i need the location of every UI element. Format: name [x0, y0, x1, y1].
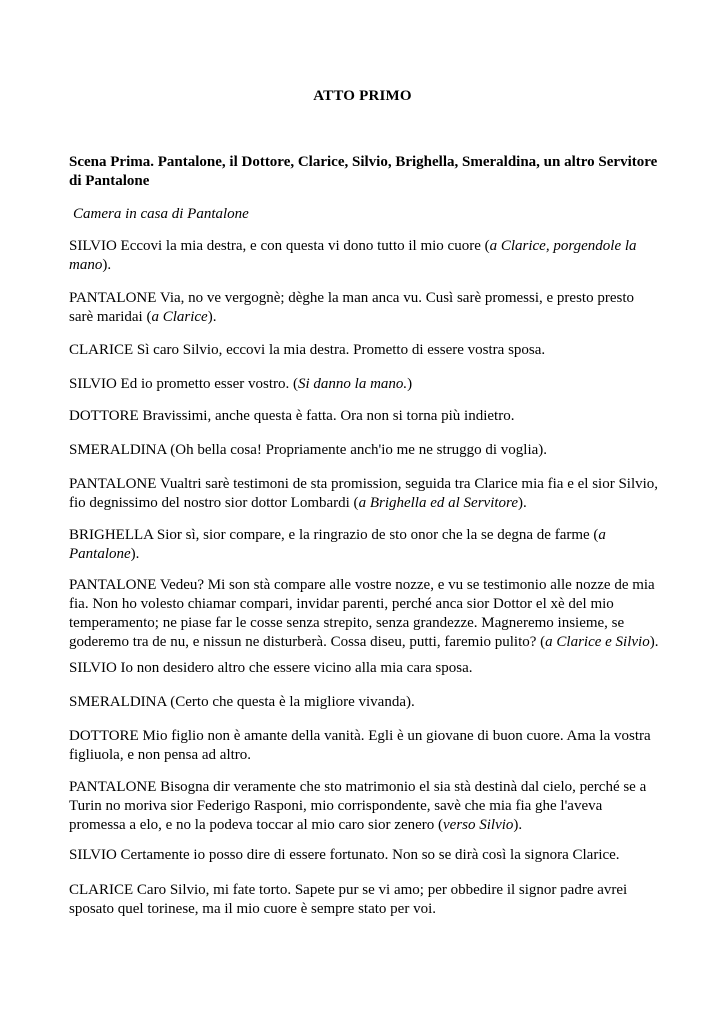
dialogue-text: ). — [649, 634, 659, 650]
dialogue-text: SMERALDINA (Oh bella cosa! Propriamente anch'io me ne struggo di voglia). — [69, 442, 548, 458]
dialogue-text: CLARICE Caro Silvio, mi fate torto. Sapete pur se vi amo; per obbedire il signor padre avrei sposato quel torinese, ma il mio cuore è sempre stato per voi. — [69, 882, 628, 917]
dialogue-paragraph — [69, 576, 659, 652]
dialogue-paragraph — [69, 693, 659, 712]
dialogue-paragraph — [69, 289, 659, 327]
dialogue-text: DOTTORE Bravissimi, anche questa è fatta. Ora non si torna più indietro. — [69, 408, 515, 424]
dialogue-text: ). — [130, 546, 140, 562]
dialogue-text: SILVIO Io non desidero altro che essere vicino alla mia cara sposa. — [69, 660, 473, 676]
dialogue-text: ) — [407, 376, 413, 392]
scene-heading: Scena Prima. Pantalone, il Dottore, Clarice, Silvio, Brighella, Smeraldina, un altro Servitore di Pantalone — [69, 154, 658, 189]
dialogue-paragraph — [69, 526, 659, 564]
dialogue-text: ). — [517, 495, 527, 511]
dialogue-paragraph — [69, 778, 659, 835]
stage-direction: a Clarice — [151, 309, 208, 325]
dialogue-text: CLARICE Sì caro Silvio, eccovi la mia destra. Prometto di essere vostra sposa. — [69, 342, 546, 358]
dialogue-text: DOTTORE Mio figlio non è amante della vanità. Egli è un giovane di buon cuore. Ama la vostra figliuola, e non pensa ad altro. — [69, 728, 651, 763]
dialogue-paragraph — [69, 441, 659, 460]
dialogue-paragraph — [69, 375, 659, 394]
dialogue-paragraph — [69, 727, 659, 765]
dialogue-text: SILVIO Certamente io posso dire di essere fortunato. Non so se dirà così la signora Clarice. — [69, 847, 620, 863]
stage-direction: a Clarice e Silvio — [545, 634, 650, 650]
dialogue-text: BRIGHELLA Sior sì, sior compare, e la ringrazio de sto onor che la se degna de farme ( — [69, 527, 599, 543]
dialogue-paragraph — [69, 846, 659, 865]
dialogue-paragraph — [69, 659, 659, 678]
dialogue-text: ). — [513, 817, 523, 833]
stage-direction: a Pantalone — [69, 527, 606, 562]
dialogue-paragraph — [69, 407, 659, 426]
dialogue-text: ). — [207, 309, 217, 325]
dialogue-text: PANTALONE Via, no ve vergognè; dèghe la man anca vu. Cusì sarè promessi, e presto presto sarè maridai ( — [69, 290, 634, 325]
dialogue-text: SILVIO Ed io prometto esser vostro. ( — [69, 376, 298, 392]
stage-direction: a Brighella ed al Servitore — [358, 495, 518, 511]
dialogue-text: PANTALONE Vedeu? Mi son stà compare alle vostre nozze, e vu se testimonio alle nozze de mia fia. Non ho volesto chiamar compari, invidar parenti, perché anca sior Dottor el xè del mio temperamento; ne piase far le cosse senza strepito, senza grandezze. Magneremo insieme, se goderemo tra de nu, e nissun ne disturberà. Cossa diseu, putti, faremio pulito? ( — [69, 577, 655, 650]
dialogue-text: PANTALONE Vualtri sarè testimoni de sta promission, seguida tra Clarice mia fia e el sior Silvio, fio degnissimo del nostro sior dottor Lombardi ( — [69, 476, 659, 511]
dialogue-text: SMERALDINA (Certo che questa è la migliore vivanda). — [69, 694, 415, 710]
dialogue-text: SILVIO Eccovi la mia destra, e con questa vi dono tutto il mio cuore ( — [69, 238, 490, 254]
stage-direction: Si danno la mano. — [298, 376, 408, 392]
dialogue-paragraph — [69, 237, 659, 275]
stage-direction: a Clarice, porgendole la mano — [69, 238, 637, 273]
act-title: ATTO PRIMO — [313, 88, 412, 104]
dialogue-text: ). — [102, 257, 112, 273]
dialogue-paragraph — [69, 881, 659, 919]
stage-direction: verso Silvio — [443, 817, 514, 833]
dialogue-text: PANTALONE Bisogna dir veramente che sto matrimonio el sia stà destinà dal cielo, perché se a Turin no moriva sior Federigo Rasponi, mio corrispondente, savè che mia fia ghe l'aveva promessa a elo, e no la podeva toccar al mio caro sior zenero ( — [69, 779, 647, 833]
dialogue-paragraph — [69, 341, 659, 360]
scene-setting: Camera in casa di Pantalone — [73, 206, 249, 222]
dialogue-paragraph — [69, 475, 659, 513]
